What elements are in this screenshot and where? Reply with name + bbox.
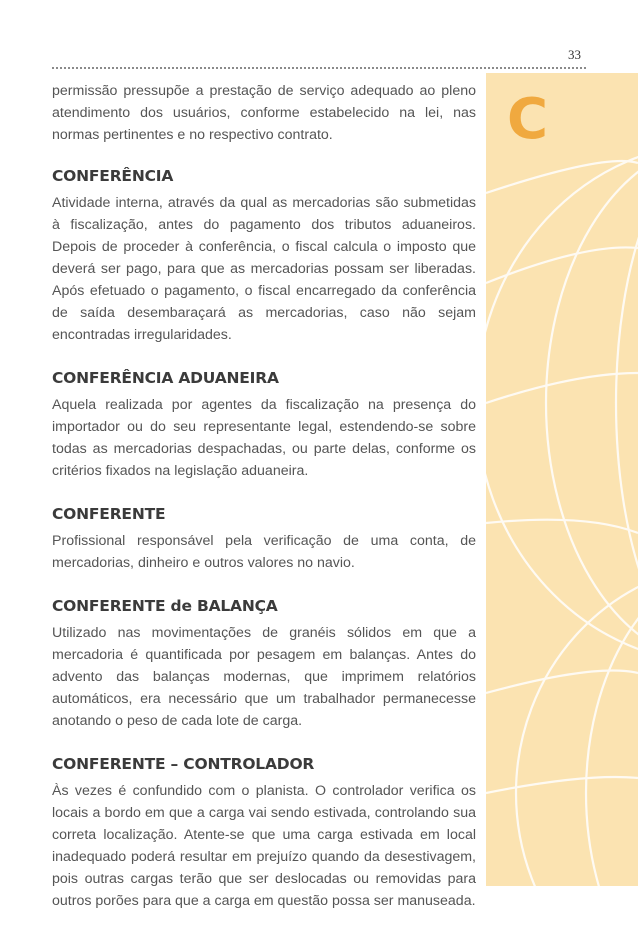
glossary-content [52,80,476,912]
glossary-entry-conferente [52,504,476,574]
entry-definition: Às vezes é confundido com o planista. O controlador verifica os locais a bordo em que a carga vai sendo estivada, controlando sua correta localização. Atente-se que uma carga estivada em local inadequado poderá resultar em prejuízo quando da desestivagem, pois outras cargas terão que ser deslocadas ou removidas para outros porões para que a carga em questão possa ser manuseada. [52,783,476,909]
entry-definition: Utilizado nas movimentações de granéis sólidos em que a mercadoria é quantificada por pesagem em balanças. Antes do advento das balanças modernas, que imprimem relatórios automáticos, era necessário que um trabalhador permanecesse anotando o peso de cada lote de carga. [52,625,476,729]
header-dotted-rule [52,67,586,69]
entry-term: CONFERÊNCIA ADUANEIRA [52,369,279,387]
entry-term: CONFERENTE [52,505,166,523]
page-number: 33 [568,47,581,62]
section-letter: C [507,87,549,152]
side-decoration-panel [486,73,638,886]
glossary-entry-conferente-controlador [52,754,476,912]
glossary-entry-conferente-de-balanca [52,596,476,732]
glossary-entry-conferencia [52,166,476,346]
entry-term: CONFERENTE – CONTROLADOR [52,755,315,773]
entry-definition: Aquela realizada por agentes da fiscalização na presença do importador ou do seu representante legal, estendendo-se sobre todas as mercadorias despachadas, ou parte delas, conforme os critérios fixados na legislação aduaneira. [52,397,476,479]
entry-term: CONFERÊNCIA [52,167,174,185]
entry-definition: Atividade interna, através da qual as mercadorias são submetidas à fiscalização, antes do pagamento dos tributos aduaneiros. Depois de proceder à conferência, o fiscal calcula o imposto que deverá ser pago, para que as mercadorias possam ser liberadas. Após efetuado o pagamento, o fiscal encarregado da conferência de saída desembaraçará as mercadorias, caso não sejam encontradas irregularidades. [52,195,476,343]
globe-lines-graphic [486,73,638,886]
entry-term: CONFERENTE de BALANÇA [52,597,278,615]
glossary-entry-conferencia-aduaneira [52,368,476,482]
entry-definition: Profissional responsável pela verificação de uma conta, de mercadorias, dinheiro e outros valores no navio. [52,533,476,571]
intro-paragraph: permissão pressupõe a prestação de serviço adequado ao pleno atendimento dos usuários, conforme estabelecido na lei, nas normas pertinentes e no respectivo contrato. [52,83,476,143]
